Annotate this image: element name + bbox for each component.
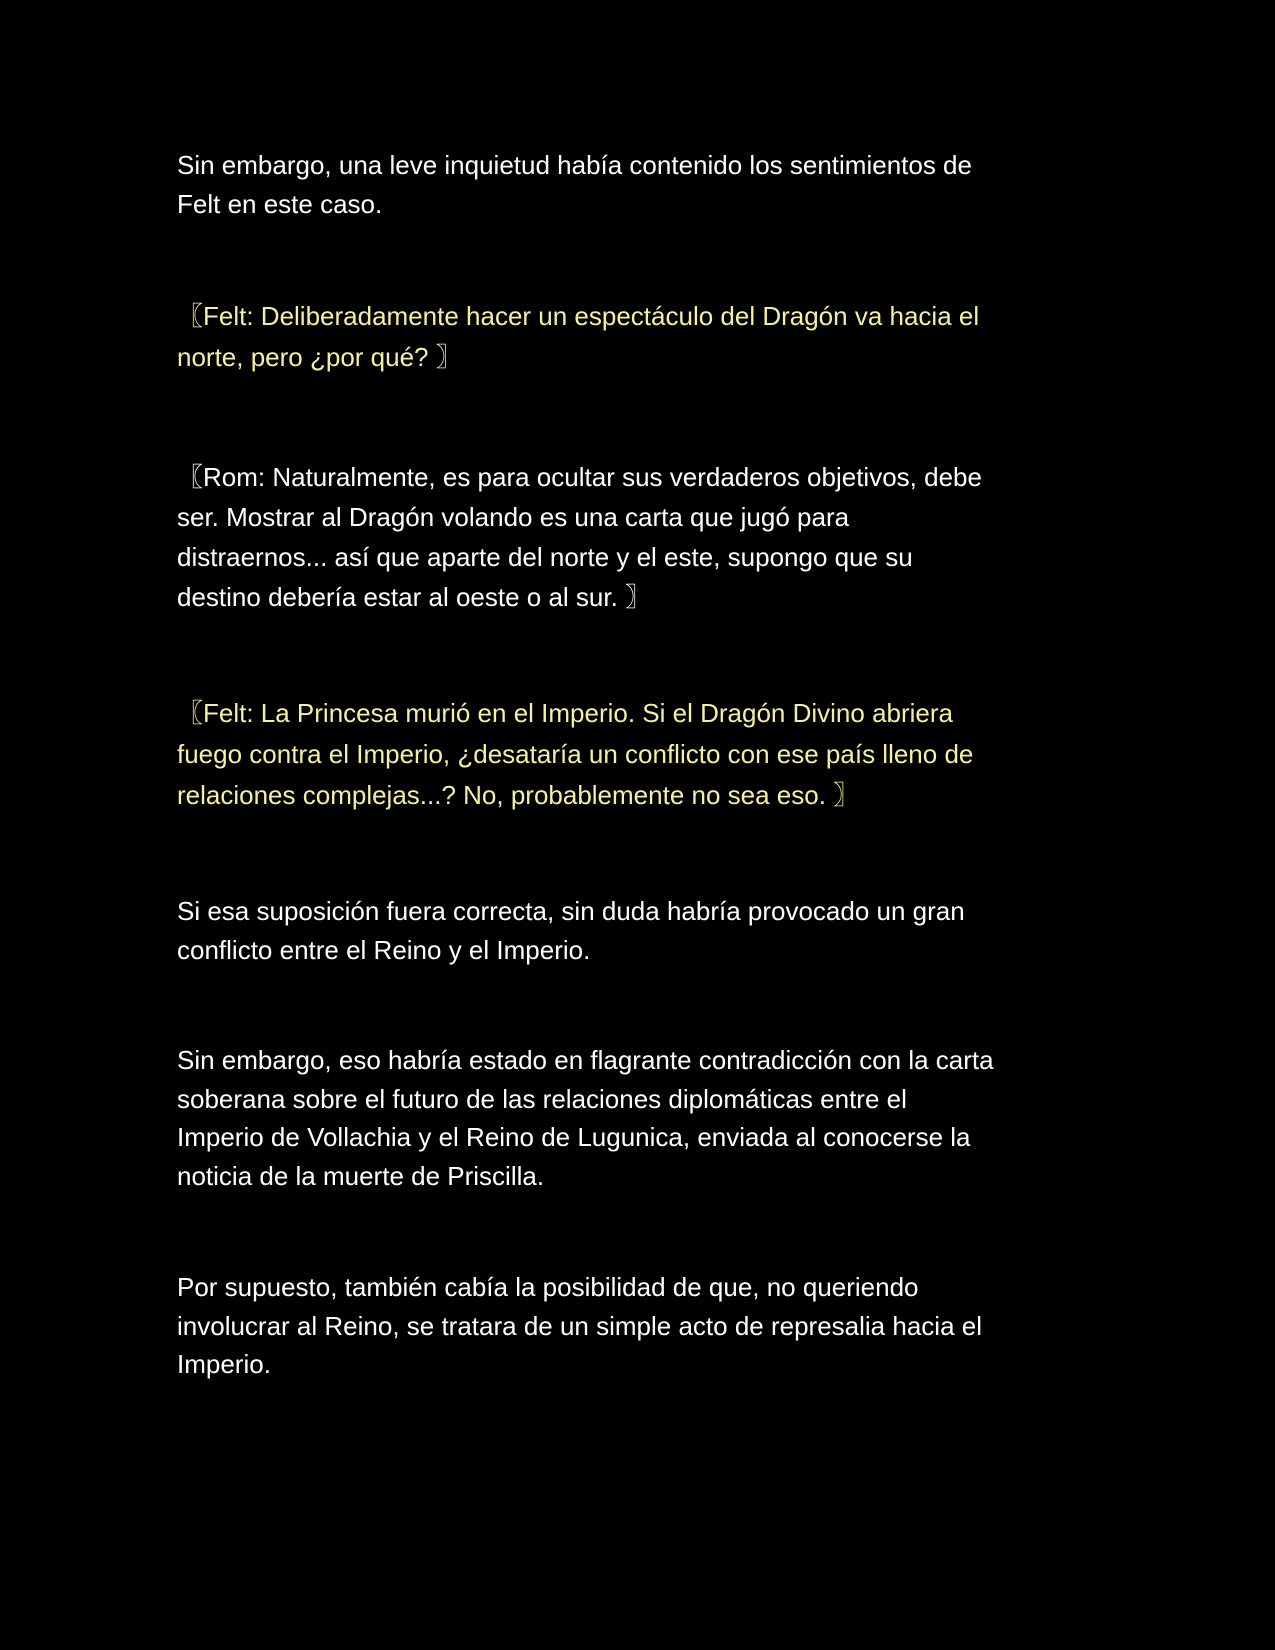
felt-dialogue-paragraph: 〖Felt: La Princesa murió en el Imperio. Si el Dragón Divino abriera fuego contra el Imperio, ¿desataría un conflicto con ese país lleno de relaciones complejas...? No, probablemente no sea eso. 〗 [177, 698, 974, 810]
rom-dialogue-paragraph: 〖Rom: Naturalmente, es para ocultar sus verdaderos objetivos, debe ser. Mostrar al Dragón volando es una carta que jugó para distraernos... así que aparte del norte y el este, supongo que su destino debería estar al oeste o al sur. 〗 [177, 462, 982, 612]
narration-paragraph: Si esa suposición fuera correcta, sin duda habría provocado un gran conflicto entre el Reino y el Imperio. [177, 896, 965, 965]
narration-paragraph: Sin embargo, eso habría estado en flagrante contradicción con la carta soberana sobre el futuro de las relaciones diplomáticas entre el Imperio de Vollachia y el Reino de Lugunica, enviada al conocerse la noticia de la muerte de Priscilla. [177, 1045, 994, 1191]
narration-paragraph: Sin embargo, una leve inquietud había contenido los sentimientos de Felt en este caso. [177, 150, 972, 219]
felt-dialogue-paragraph: 〖Felt: Deliberadamente hacer un espectáculo del Dragón va hacia el norte, pero ¿por qué? 〗 [177, 301, 980, 372]
narration-paragraph: Por supuesto, también cabía la posibilidad de que, no queriendo involucrar al Reino, se tratara de un simple acto de represalia hacia el Imperio. [177, 1272, 982, 1379]
